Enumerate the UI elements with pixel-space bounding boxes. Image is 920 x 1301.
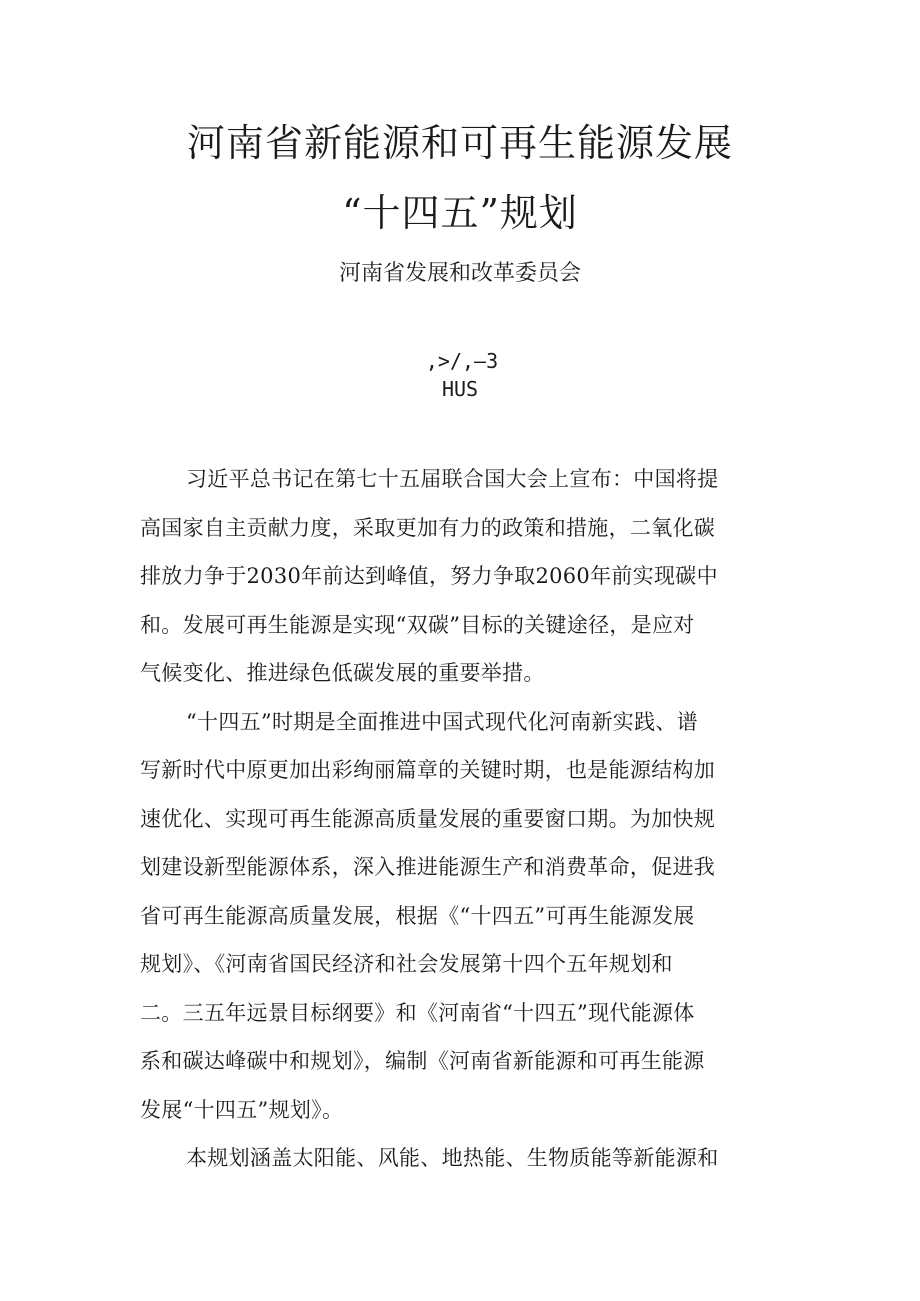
- paragraph-2-line: 写新时代中原更加出彩绚丽篇章的关键时期，也是能源结构加: [140, 758, 716, 782]
- document-title-line-2: “十四五”规划: [342, 191, 578, 235]
- paragraph-2-line: 系和碳达峰碳中和规划》，编制《河南省新能源和可再生能源: [140, 1049, 705, 1073]
- paragraph-1-line: 气候变化、推进绿色低碳发展的重要举措。: [140, 661, 545, 685]
- issuing-authority: 河南省发展和改革委员会: [338, 261, 581, 286]
- paragraph-2-line: 规划》、《河南省国民经济和社会发展第十四个五年规划和: [140, 952, 673, 976]
- paragraph-2-line: 省可再生能源高质量发展，根据《“十四五”可再生能源发展: [140, 903, 695, 928]
- paragraph-3-line: 本规划涵盖太阳能、风能、地热能、生物质能等新能源和: [186, 1146, 719, 1170]
- document-body: [140, 462, 780, 1190]
- paragraph-2-line: 发展“十四五”规划》。: [140, 1097, 344, 1122]
- garbled-text-line-1: ,>/,—3: [425, 349, 499, 373]
- document-title-line-1: 河南省新能源和可再生能源发展: [186, 121, 733, 165]
- paragraph-2-line: 速优化、实现可再生能源高质量发展的重要窗口期。为加快规: [140, 806, 716, 831]
- paragraph-1-line: 高国家自主贡献力度，采取更加有力的政策和措施，二氧化碳: [140, 515, 716, 540]
- garbled-text-line-2: HUS: [441, 377, 479, 401]
- paragraph-1-line: 习近平总书记在第七十五届联合国大会上宣布：中国将提: [186, 467, 719, 491]
- paragraph-1-line: 排放力争于2030年前达到峰值，努力争取2060年前实现碳中: [140, 564, 718, 588]
- paragraph-2-line: 二。三五年远景目标纲要》和《河南省“十四五”现代能源体: [140, 1000, 695, 1025]
- paragraph-2-line: 划建设新型能源体系，深入推进能源生产和消费革命，促进我: [140, 855, 716, 879]
- paragraph-1-line: 和。发展可再生能源是实现“双碳”目标的关键途径，是应对: [140, 612, 695, 637]
- paragraph-2-line: “十四五”时期是全面推进中国式现代化河南新实践、谱: [186, 709, 698, 734]
